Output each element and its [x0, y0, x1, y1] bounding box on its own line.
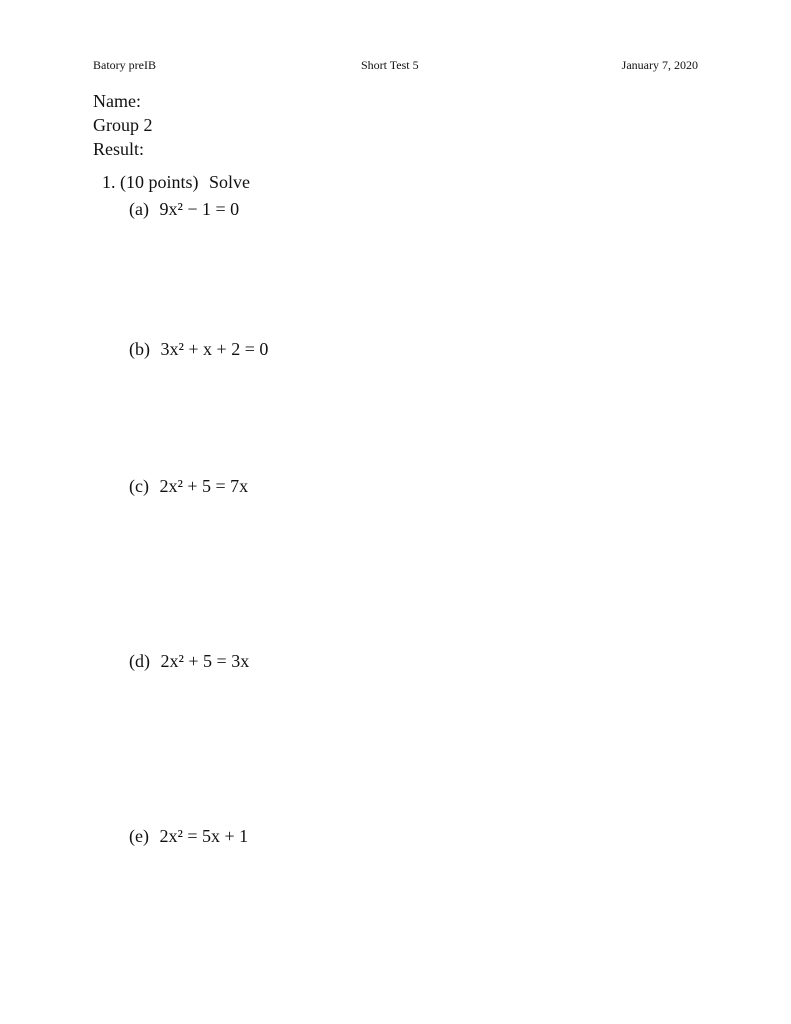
question-instruction: Solve [209, 172, 251, 192]
header-test-title: Short Test 5 [361, 58, 419, 72]
question-part-d [129, 651, 249, 672]
header-date: January 7, 2020 [621, 58, 698, 72]
part-equation: 3x² + x + 2 = 0 [160, 339, 269, 359]
result-label: Result: [93, 139, 145, 159]
part-label: (d) [129, 651, 150, 671]
header-course: Batory preIB [93, 58, 156, 72]
part-equation: 2x² = 5x + 1 [159, 826, 249, 846]
question-number: 1. [102, 172, 116, 192]
name-label: Name: [93, 91, 141, 111]
group-label: Group 2 [93, 115, 153, 135]
part-equation: 9x² − 1 = 0 [159, 199, 240, 219]
part-equation: 2x² + 5 = 3x [160, 651, 250, 671]
part-label: (e) [129, 826, 149, 846]
question-1-heading [102, 172, 250, 193]
part-label: (c) [129, 476, 149, 496]
question-part-e [129, 826, 248, 847]
question-points: (10 points) [120, 172, 199, 192]
question-part-c [129, 476, 248, 497]
part-label: (a) [129, 199, 149, 219]
question-part-a [129, 199, 239, 220]
question-part-b [129, 339, 268, 360]
part-label: (b) [129, 339, 150, 359]
part-equation: 2x² + 5 = 7x [159, 476, 249, 496]
